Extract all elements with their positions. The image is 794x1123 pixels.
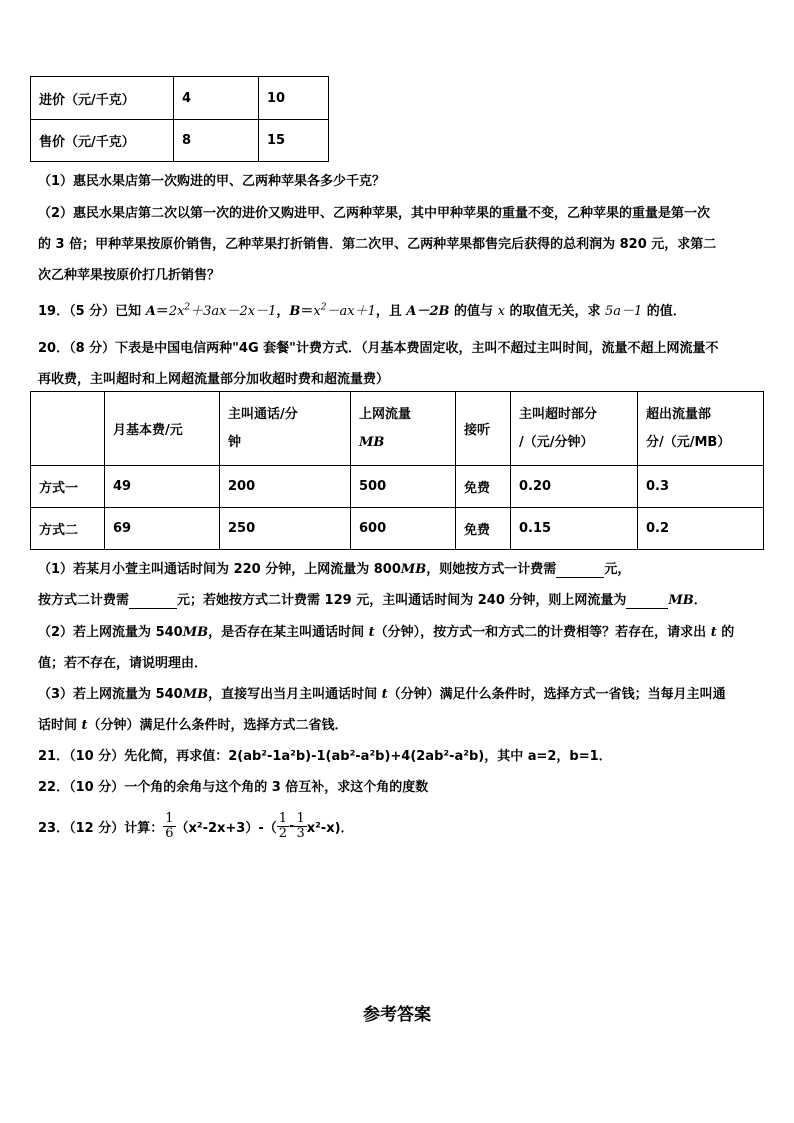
row-name: 方式一 <box>31 466 105 508</box>
table-cell: 进价（元/千克） <box>31 77 174 120</box>
q20-p2-d: 的 <box>716 625 735 640</box>
q19-x: x <box>497 304 505 319</box>
q20-p3-line2 <box>38 714 348 733</box>
q18-part2-line1: （2）惠民水果店第二次以第一次的进价又购进甲、乙两种苹果，其中甲种苹果的重量不变，乙种苹果的重量是第一次 <box>38 206 711 221</box>
q19-mid: ，且 <box>375 304 407 319</box>
header-data <box>351 392 456 466</box>
fraction-numerator: 1 <box>278 811 288 826</box>
q19-b-label: B <box>289 304 301 319</box>
q20-p1-mb: MB <box>400 562 427 577</box>
answer-blank[interactable] <box>129 593 177 609</box>
header-over-data-b: 分/（元/MB） <box>646 434 731 450</box>
row-answer: 免费 <box>456 466 511 508</box>
q20-p2-t: t <box>368 625 375 640</box>
q20-p1-line1 <box>38 558 630 578</box>
header-minutes <box>220 392 351 466</box>
q18-part2-line3: 次乙种苹果按原价打几折销售？ <box>38 268 221 283</box>
q20-p1-b: ，则她按方式一计费需 <box>426 562 557 577</box>
fraction-denominator: 6 <box>165 826 174 841</box>
q19-expr: 5a－1 <box>604 304 643 319</box>
fraction-denominator: 3 <box>296 826 305 841</box>
q19-a-sup: 2 <box>184 302 191 313</box>
row-fee: 49 <box>105 466 220 508</box>
q20-p1-a: （1）若某月小萱主叫通话时间为 220 分钟，上网流量为 800 <box>38 562 401 577</box>
row-minutes: 200 <box>220 466 351 508</box>
q19-text <box>38 300 686 319</box>
q23-suffix: x²-x)． <box>306 821 354 836</box>
q20-p3-line2a: 话时间 <box>38 718 82 733</box>
q19-mid3: 的取值无关，求 <box>504 304 605 319</box>
q22-text: 22．（10 分）一个角的余角与这个角的 3 倍互补，求这个角的度数 <box>38 780 429 795</box>
row-data: 500 <box>351 466 456 508</box>
q19-b-expr <box>313 304 375 319</box>
header-minutes-a: 主叫通话/分 <box>228 406 298 422</box>
table-row <box>31 508 764 550</box>
fraction <box>277 812 289 841</box>
row-over-min: 0.20 <box>511 466 638 508</box>
header-over-data-a: 超出流量部 <box>646 406 712 422</box>
header-over-data <box>638 392 764 466</box>
q19-b-sup: 2 <box>320 302 327 313</box>
q18-part2-line2: 的 3 倍；甲种苹果按原价销售，乙种苹果打折销售．第二次甲、乙两种苹果都售完后获得的总利润为 820 元，求第二 <box>38 237 717 252</box>
q19-a-label: A <box>145 304 156 319</box>
q20-line2: 再收费，主叫超时和上网超流量部分加收超时费和超流量费） <box>38 372 390 387</box>
q20-p2-line1 <box>38 621 734 640</box>
q19-mid2: 的值与 <box>449 304 498 319</box>
table-cell-empty <box>31 392 105 466</box>
row-over-data: 0.3 <box>638 466 764 508</box>
header-fee: 月基本费/元 <box>105 392 220 466</box>
q23-prefix: 23．（12 分）计算： <box>38 821 164 836</box>
q19-eq2: ＝ <box>300 304 314 319</box>
header-over-min-b: /（元/分钟） <box>519 434 594 450</box>
header-answer: 接听 <box>456 392 511 466</box>
q23-mid: （x²-2x+3）-（ <box>175 821 277 836</box>
fraction-numerator: 1 <box>296 811 305 826</box>
row-fee: 69 <box>105 508 220 550</box>
fraction <box>294 812 306 841</box>
q18-part1: （1）惠民水果店第一次购进的甲、乙两种苹果各多少千克？ <box>38 174 386 189</box>
q21-text: 21．（10 分）先化简，再求值：2(ab²-1a²b)-1(ab²-a²b)+4(2ab²-a²b)，其中 a=2，b=1． <box>38 749 612 764</box>
q19-a-expr-pre: 2x <box>168 304 185 319</box>
q20-p3-c: （分钟）满足什么条件时，选择方式一省钱；当每月主叫通 <box>387 687 726 702</box>
q19-prefix: 19．（5 分）已知 <box>38 304 146 319</box>
q19-a-expr <box>169 304 277 319</box>
q20-p3-line2b: （分钟）满足什么条件时，选择方式二省钱． <box>87 718 348 733</box>
table-row <box>31 466 764 508</box>
q23-text <box>38 812 354 841</box>
answer-section-title: 参考答案 <box>363 1005 431 1025</box>
q20-p1-line2 <box>38 589 707 609</box>
q20-p1-e: 元；若她按方式二计费需 129 元，主叫通话时间为 240 分钟，则上网流量为 <box>177 593 627 608</box>
row-answer: 免费 <box>456 508 511 550</box>
q20-p2-mb: MB <box>182 625 209 640</box>
q19-comma: ， <box>276 304 290 319</box>
header-data-b: MB <box>359 434 385 450</box>
header-over-min-a: 主叫超时部分 <box>519 406 598 422</box>
row-minutes: 250 <box>220 508 351 550</box>
table-cell: 售价（元/千克） <box>31 120 174 162</box>
header-over-min <box>511 392 638 466</box>
q20-p3-b: ，直接写出当月主叫通话时间 <box>208 687 382 702</box>
table-row <box>31 120 329 162</box>
q19-eq: ＝ <box>155 304 169 319</box>
answer-blank[interactable] <box>556 562 604 578</box>
row-over-min: 0.15 <box>511 508 638 550</box>
row-data: 600 <box>351 508 456 550</box>
q20-p3-a: （3）若上网流量为 540 <box>38 687 183 702</box>
q19-b-expr-post: －ax＋1 <box>326 304 376 319</box>
fraction-denominator: 2 <box>278 826 288 841</box>
table-header-row <box>31 392 764 466</box>
q20-p1-c: 元， <box>604 562 631 577</box>
fraction <box>163 812 175 841</box>
plan-table <box>30 391 764 550</box>
q20-p3-line1 <box>38 683 726 702</box>
q20-p2-b: ，是否存在某主叫通话时间 <box>208 625 369 640</box>
answer-blank[interactable] <box>626 593 668 609</box>
table-cell: 10 <box>259 77 329 120</box>
header-data-a: 上网流量 <box>359 406 412 422</box>
q20-p1-f: MB <box>668 593 694 608</box>
fraction-numerator: 1 <box>165 811 174 826</box>
q20-p2-c: （分钟），按方式一和方式二的计费相等？若存在，请求出 <box>374 625 711 640</box>
q20-p2-line2: 值；若不存在，请说明理由． <box>38 656 208 671</box>
row-over-data: 0.2 <box>638 508 764 550</box>
q20-line1: 20．（8 分）下表是中国电信两种"4G 套餐"计费方式．（月基本费固定收，主叫不超过主叫时间，流量不超上网流量不 <box>38 341 719 356</box>
q19-suffix: 的值． <box>642 304 686 319</box>
table-cell: 15 <box>259 120 329 162</box>
price-table <box>30 76 329 162</box>
q20-p2-t2: t <box>710 625 717 640</box>
q20-p3-t2: t <box>81 718 88 733</box>
row-name: 方式二 <box>31 508 105 550</box>
header-minutes-b: 钟 <box>228 434 242 450</box>
q20-p3-mb: MB <box>182 687 209 702</box>
q20-p1-d: 按方式二计费需 <box>38 593 130 608</box>
q20-p3-t: t <box>381 687 388 702</box>
q20-p1-g: ． <box>693 593 707 608</box>
q23-minus: - <box>289 819 295 834</box>
q19-b-expr-pre: x <box>313 304 321 319</box>
table-row <box>31 77 329 120</box>
q19-ab: A－2B <box>406 304 450 319</box>
q20-p2-a: （2）若上网流量为 540 <box>38 625 183 640</box>
table-cell: 4 <box>174 77 259 120</box>
table-cell: 8 <box>174 120 259 162</box>
q19-a-expr-post: ＋3ax－2x－1 <box>190 304 277 319</box>
